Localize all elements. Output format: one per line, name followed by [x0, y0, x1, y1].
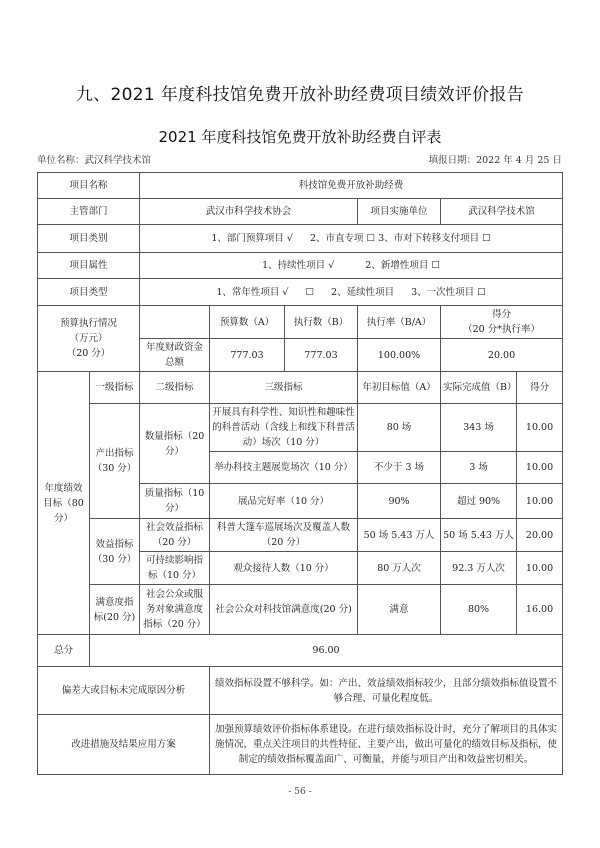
indicator-l3: 开展具有科学性、知识性和趣味性的科普活动（含线上和线下科普活动）场次（10 分）	[210, 404, 358, 452]
perf-header-l1: 一级指标	[90, 372, 140, 404]
indicator-score: 16.00	[517, 585, 563, 635]
indicator-target: 90%	[358, 484, 441, 519]
table-row	[38, 404, 563, 452]
category-option-2: 2、市直专项 ☐	[309, 233, 376, 244]
quantity-indicator-label: 数量指标（20 分）	[140, 404, 210, 484]
type-option-1: 1、常年性项目 √	[216, 286, 289, 298]
deviation-label: 偏差大或目标未完成原因分析	[38, 667, 210, 715]
budget-label-line2: （万元）	[69, 333, 108, 344]
sustainable-impact-label: 可持续影响指标（10 分）	[140, 552, 210, 585]
row-type	[38, 279, 563, 306]
indicator-actual: 3 场	[441, 452, 517, 484]
type-option-checkbox: ☐	[305, 286, 315, 298]
indicator-l3: 举办科技主题展览场次（10 分）	[210, 452, 358, 484]
deviation-text: 绩效指标设置不够科学。如：产出、效益绩效指标较少，且部分绩效指标值设置不够合理、可量化程度低。	[210, 667, 563, 715]
improvement-label: 改进措施及结果应用方案	[38, 715, 210, 775]
impl-value: 武汉科学技术馆	[441, 199, 563, 225]
perf-header-actual: 实际完成值（B）	[441, 372, 517, 404]
project-name-label: 项目名称	[38, 173, 140, 199]
budget-row-label: 年度财政资金总额	[140, 339, 210, 372]
satisfaction-l2-label: 社会公众或服务对象满意度指标（20 分）	[140, 585, 210, 635]
perf-header-l2: 二级指标	[140, 372, 210, 404]
row-budget-header	[38, 306, 563, 339]
category-option-3: 3、市对下转移支付项目 ☐	[378, 233, 491, 244]
social-benefit-label: 社会效益指标（20 分）	[140, 519, 210, 552]
perf-header-target: 年初目标值（A）	[358, 372, 441, 404]
budget-executed: 777.03	[285, 339, 358, 372]
budget-label-line1: 预算执行情况	[60, 318, 118, 329]
budget-rate: 100.00%	[358, 339, 441, 372]
table-row	[38, 519, 563, 552]
indicator-score: 20.00	[517, 519, 563, 552]
indicator-l3: 科普大篷车巡展场次及覆盖人数（20 分）	[210, 519, 358, 552]
attribute-option-2: 2、新增性项目 ☐	[365, 260, 440, 271]
indicator-target: 50 场 5.43 万人	[358, 519, 441, 552]
indicator-score: 10.00	[517, 452, 563, 484]
quality-indicator-label: 质量指标（10 分）	[140, 484, 210, 519]
indicator-score: 10.00	[517, 484, 563, 519]
attribute-label: 项目属性	[38, 253, 140, 279]
indicator-target: 不少于 3 场	[358, 452, 441, 484]
budget-empty-header	[140, 306, 210, 339]
page-number: - 56 -	[288, 787, 312, 797]
indicator-actual: 80%	[441, 585, 517, 635]
row-department	[38, 199, 563, 225]
improvement-text: 加强预算绩效评价指标体系建设。在进行绩效指标设计时，充分了解项目的具体实施情况，重点关注项目的共性特征、主要产出，做出可量化的绩效目标及指标，使制定的绩效指标覆盖面广、可衡量，并能与项目产出和效益密切相关。	[210, 715, 563, 775]
total-label: 总分	[38, 635, 90, 667]
indicator-target: 满意	[358, 585, 441, 635]
row-total	[38, 635, 563, 667]
benefit-indicator-label: 效益指标（30 分）	[90, 519, 140, 585]
perf-header-score: 得分	[517, 372, 563, 404]
output-indicator-label: 产出指标（30 分）	[90, 404, 140, 519]
dept-value: 武汉市科学技术协会	[140, 199, 358, 225]
budget-label-line3: （20 分）	[66, 348, 111, 359]
project-name-value: 科技馆免费开放补助经费	[140, 173, 563, 199]
budget-header-score	[441, 306, 563, 339]
budget-score-header-line1: 得分	[492, 309, 512, 320]
budget-header-rate: 执行率（B/A）	[358, 306, 441, 339]
type-option-3: 3、一次性项目 ☐	[411, 286, 486, 298]
table-title: 2021 年度科技馆免费开放补助经费自评表	[158, 128, 442, 146]
indicator-score: 10.00	[517, 552, 563, 585]
row-improvement	[38, 715, 563, 775]
performance-group-label: 年度绩效目标（80 分）	[38, 372, 90, 635]
row-performance-header	[38, 372, 563, 404]
indicator-l3: 观众接待人数（10 分）	[210, 552, 358, 585]
row-attribute	[38, 253, 563, 279]
budget-planned: 777.03	[210, 339, 285, 372]
row-deviation	[38, 667, 563, 715]
type-label: 项目类型	[38, 279, 140, 306]
table-row	[38, 585, 563, 635]
impl-label: 项目实施单位	[358, 199, 441, 225]
budget-header-planned: 预算数（A）	[210, 306, 285, 339]
budget-header-executed: 执行数（B）	[285, 306, 358, 339]
total-value: 96.00	[90, 635, 563, 667]
budget-score-header-line2: （20 分*执行率）	[463, 324, 540, 335]
unit-name: 单位名称：武汉科学技术馆	[37, 155, 152, 166]
budget-score: 20.00	[441, 339, 563, 372]
report-title: 九、2021 年度科技馆免费开放补助经费项目绩效评价报告	[75, 85, 525, 105]
attribute-option-1: 1、持续性项目 √	[262, 260, 335, 271]
satisfaction-indicator-label: 满意度指标(20 分)	[90, 585, 140, 635]
indicator-actual: 50 场 5.43 万人	[441, 519, 517, 552]
attribute-options	[140, 253, 563, 279]
indicator-l3: 社会公众对科技馆满意度(20 分)	[210, 585, 358, 635]
perf-header-l3: 三级指标	[210, 372, 358, 404]
indicator-target: 80 场	[358, 404, 441, 452]
row-project-name	[38, 173, 563, 199]
indicator-target: 80 万人次	[358, 552, 441, 585]
report-date: 填报日期：2022 年 4 月 25 日	[428, 155, 562, 166]
self-evaluation-table	[37, 172, 563, 775]
category-options	[140, 225, 563, 253]
indicator-l3: 展品完好率（10 分）	[210, 484, 358, 519]
type-option-2: 2、延续性项目	[331, 286, 395, 298]
indicator-actual: 92.3 万人次	[441, 552, 517, 585]
row-category	[38, 225, 563, 253]
dept-label: 主管部门	[38, 199, 140, 225]
type-options	[140, 279, 563, 306]
indicator-actual: 超过 90%	[441, 484, 517, 519]
category-option-1: 1、部门预算项目 √	[211, 233, 293, 244]
category-label: 项目类别	[38, 225, 140, 253]
indicator-actual: 343 场	[441, 404, 517, 452]
budget-label	[38, 306, 140, 372]
indicator-score: 10.00	[517, 404, 563, 452]
